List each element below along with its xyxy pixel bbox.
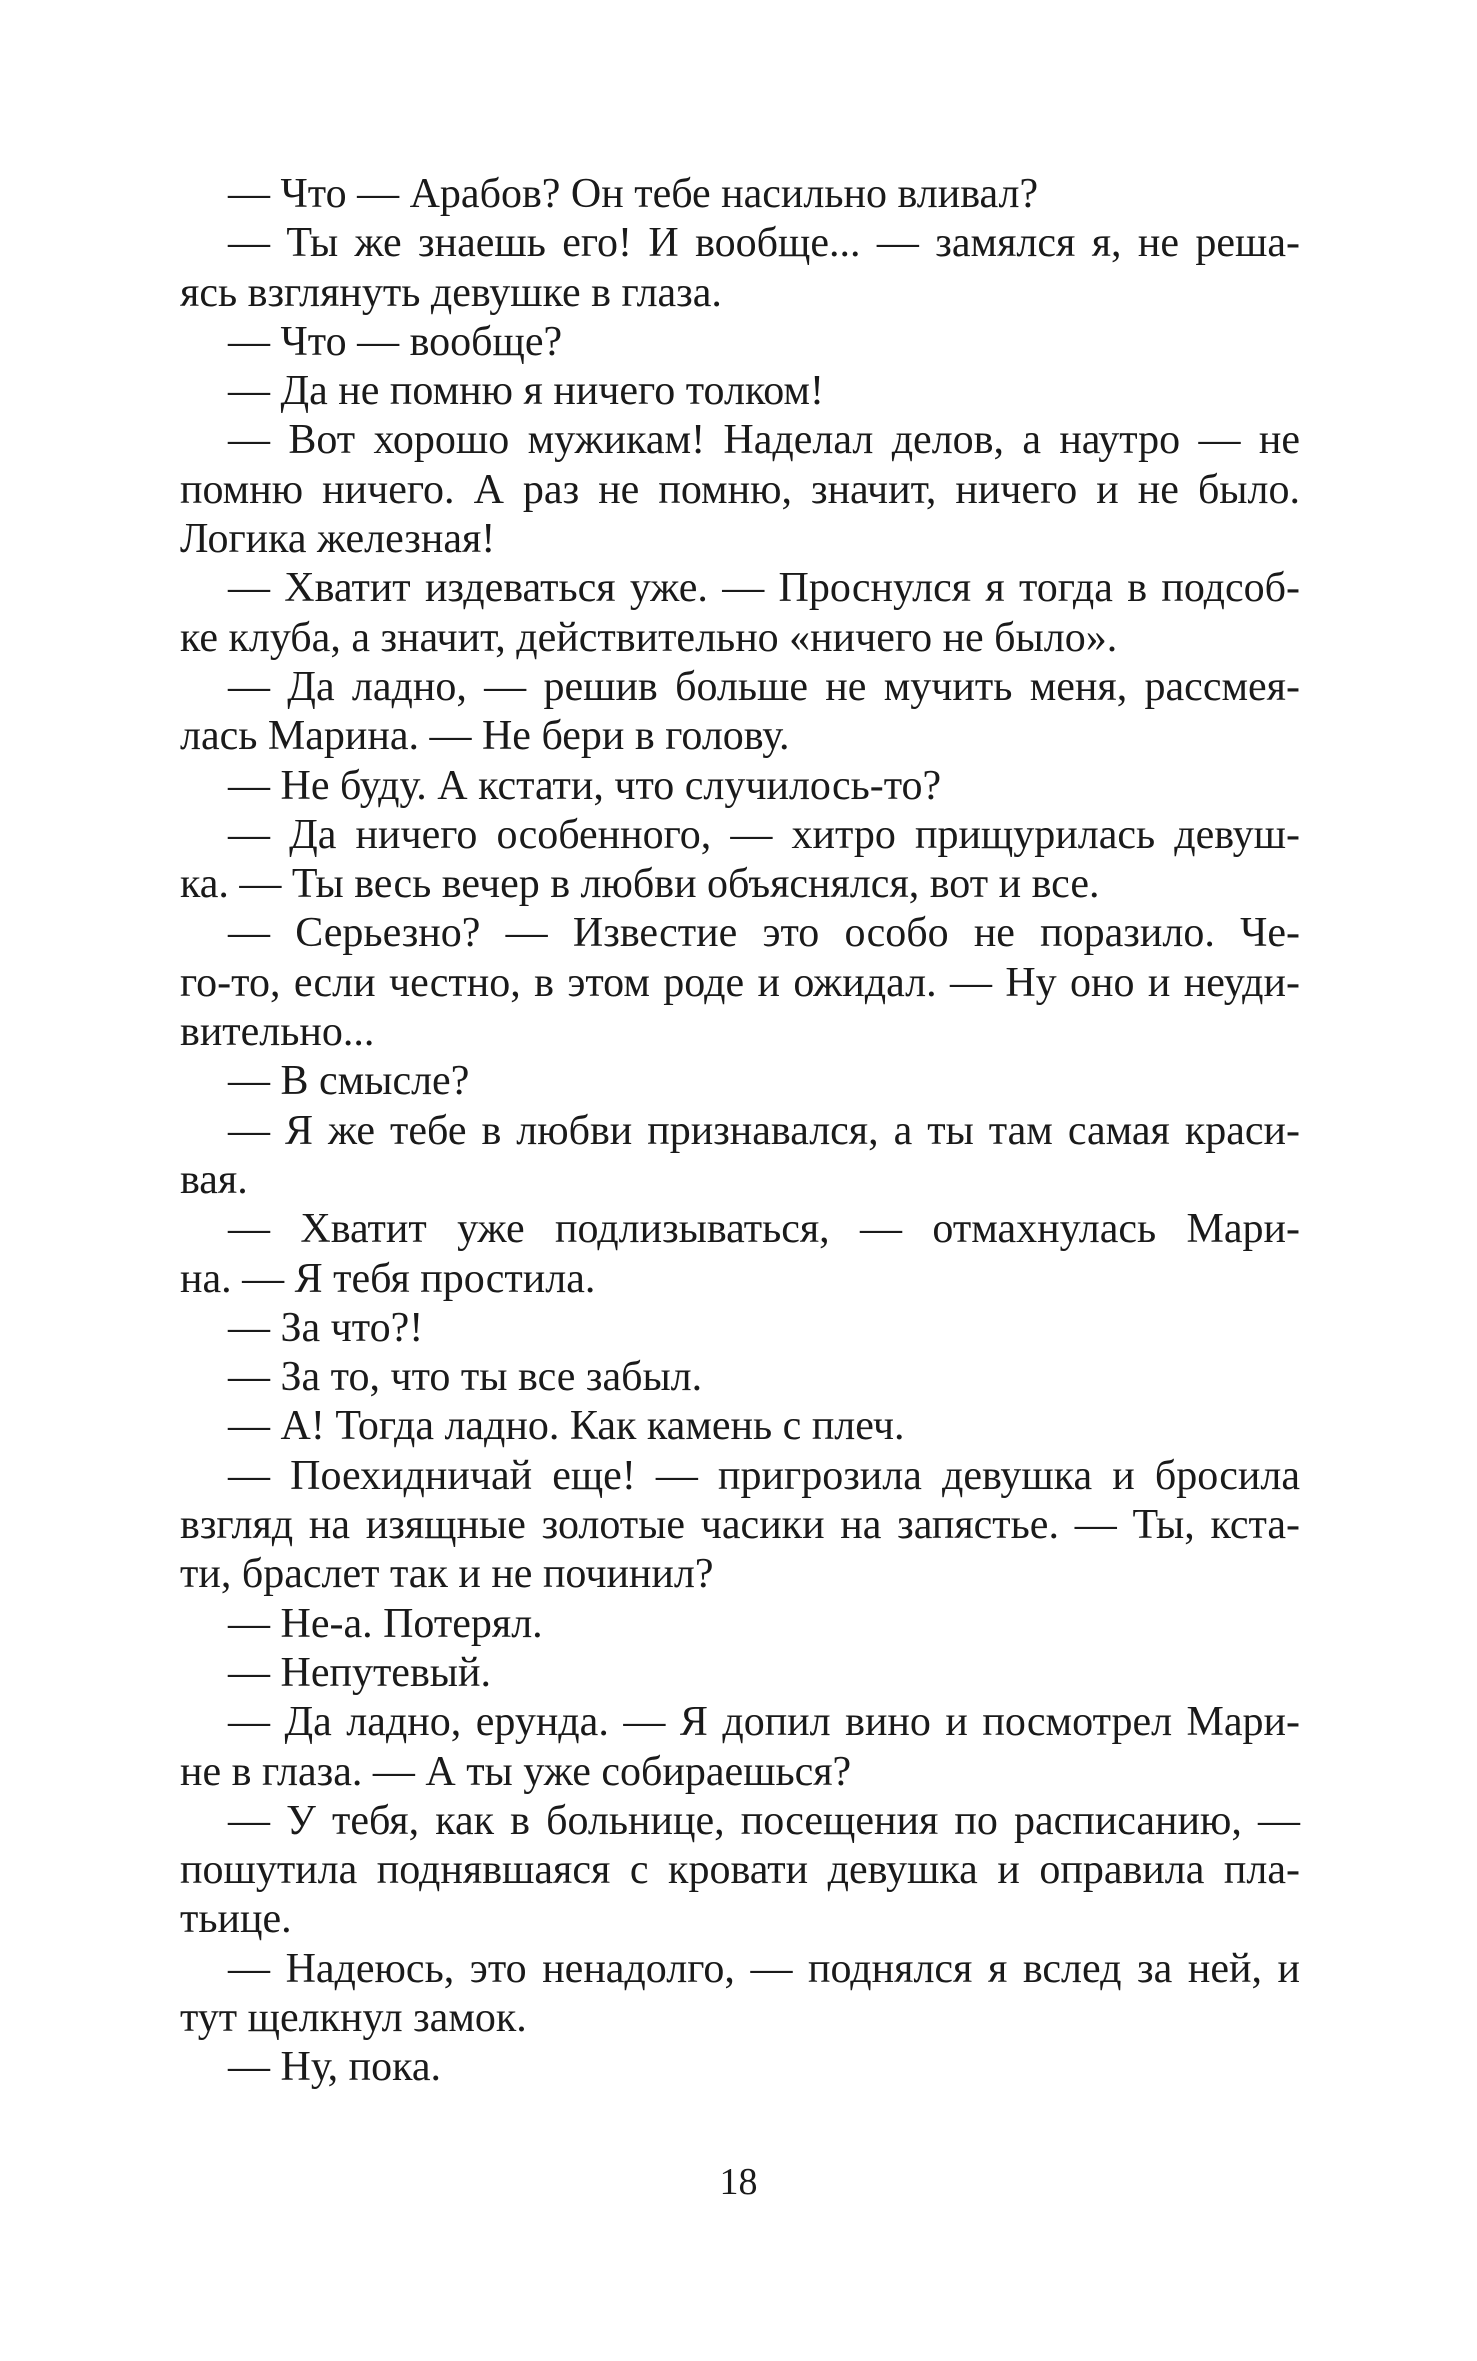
text-line: на. — Я тебя простила. bbox=[180, 1255, 596, 1302]
text-line: — Не буду. А кстати, что случилось-то? bbox=[228, 762, 942, 809]
text-line: ясь взглянуть девушке в глаза. bbox=[180, 269, 722, 316]
text-line: — Да ладно, — решив больше не мучить меня, рассмея- bbox=[228, 663, 1300, 710]
text-line: — Да не помню я ничего толком! bbox=[228, 368, 824, 415]
text-line: ти, браслет так и не починил? bbox=[180, 1551, 714, 1598]
text-line: вительно... bbox=[180, 1009, 375, 1056]
text-line: Логика железная! bbox=[180, 516, 496, 563]
text-line: — Да ничего особенного, — хитро прищурилась девуш- bbox=[228, 811, 1300, 858]
text-line: — Поехидничай еще! — пригрозила девушка и бросила bbox=[228, 1452, 1300, 1499]
text-line: — Хватит уже подлизываться, — отмахнулась Мари- bbox=[228, 1206, 1300, 1253]
text-line: — Не-а. Потерял. bbox=[228, 1600, 543, 1647]
text-line: — Да ладно, ерунда. — Я допил вино и посмотрел Мари- bbox=[228, 1699, 1300, 1746]
text-line: — Я же тебе в любви признавался, а ты там самая краси- bbox=[228, 1107, 1300, 1154]
text-line: — Хватит издеваться уже. — Проснулся я тогда в подсоб- bbox=[228, 565, 1300, 612]
text-line: вая. bbox=[180, 1156, 248, 1203]
text-line: не в глаза. — А ты уже собираешься? bbox=[180, 1748, 852, 1795]
text-line: го-то, если честно, в этом роде и ожидал. — Ну оно и неуди- bbox=[180, 959, 1300, 1006]
page-number: 18 bbox=[719, 2161, 758, 2203]
text-line: пошутила поднявшаяся с кровати девушка и оправила пла- bbox=[180, 1847, 1300, 1894]
text-line: — За то, что ты все забыл. bbox=[228, 1354, 703, 1401]
text-line: — Ты же знаешь его! И вообще... — замялся я, не реша- bbox=[228, 220, 1300, 267]
text-line: помню ничего. А раз не помню, значит, ничего и не было. bbox=[180, 466, 1300, 513]
text-line: тут щелкнул замок. bbox=[180, 1994, 527, 2041]
text-line: — Что — вообще? bbox=[228, 318, 563, 365]
text-line: — Ну, пока. bbox=[228, 2044, 442, 2091]
text-line: — Надеюсь, это ненадолго, — поднялся я вслед за ней, и bbox=[228, 1945, 1300, 1992]
text-line: — Вот хорошо мужикам! Наделал делов, а наутро — не bbox=[228, 417, 1300, 464]
text-line: — За что?! bbox=[228, 1304, 424, 1351]
text-line: — В смысле? bbox=[228, 1058, 470, 1105]
text-line: — Что — Арабов? Он тебе насильно вливал? bbox=[228, 171, 1039, 217]
text-line: взгляд на изящные золотые часики на запястье. — Ты, кста- bbox=[180, 1502, 1300, 1549]
text-line: лась Марина. — Не бери в голову. bbox=[180, 713, 790, 760]
text-line: — А! Тогда ладно. Как камень с плеч. bbox=[228, 1403, 905, 1450]
text-line: — Непутевый. bbox=[228, 1649, 491, 1696]
text-line: ке клуба, а значит, действительно «ничего не было». bbox=[180, 614, 1118, 661]
text-line: тьице. bbox=[180, 1896, 292, 1943]
text-line: — Серьезно? — Известие это особо не поразило. Че- bbox=[228, 910, 1300, 957]
text-line: ка. — Ты весь вечер в любви объяснялся, вот и все. bbox=[180, 861, 1100, 908]
text-line: — У тебя, как в больнице, посещения по расписанию, — bbox=[228, 1797, 1300, 1844]
body-text bbox=[180, 170, 1300, 2093]
